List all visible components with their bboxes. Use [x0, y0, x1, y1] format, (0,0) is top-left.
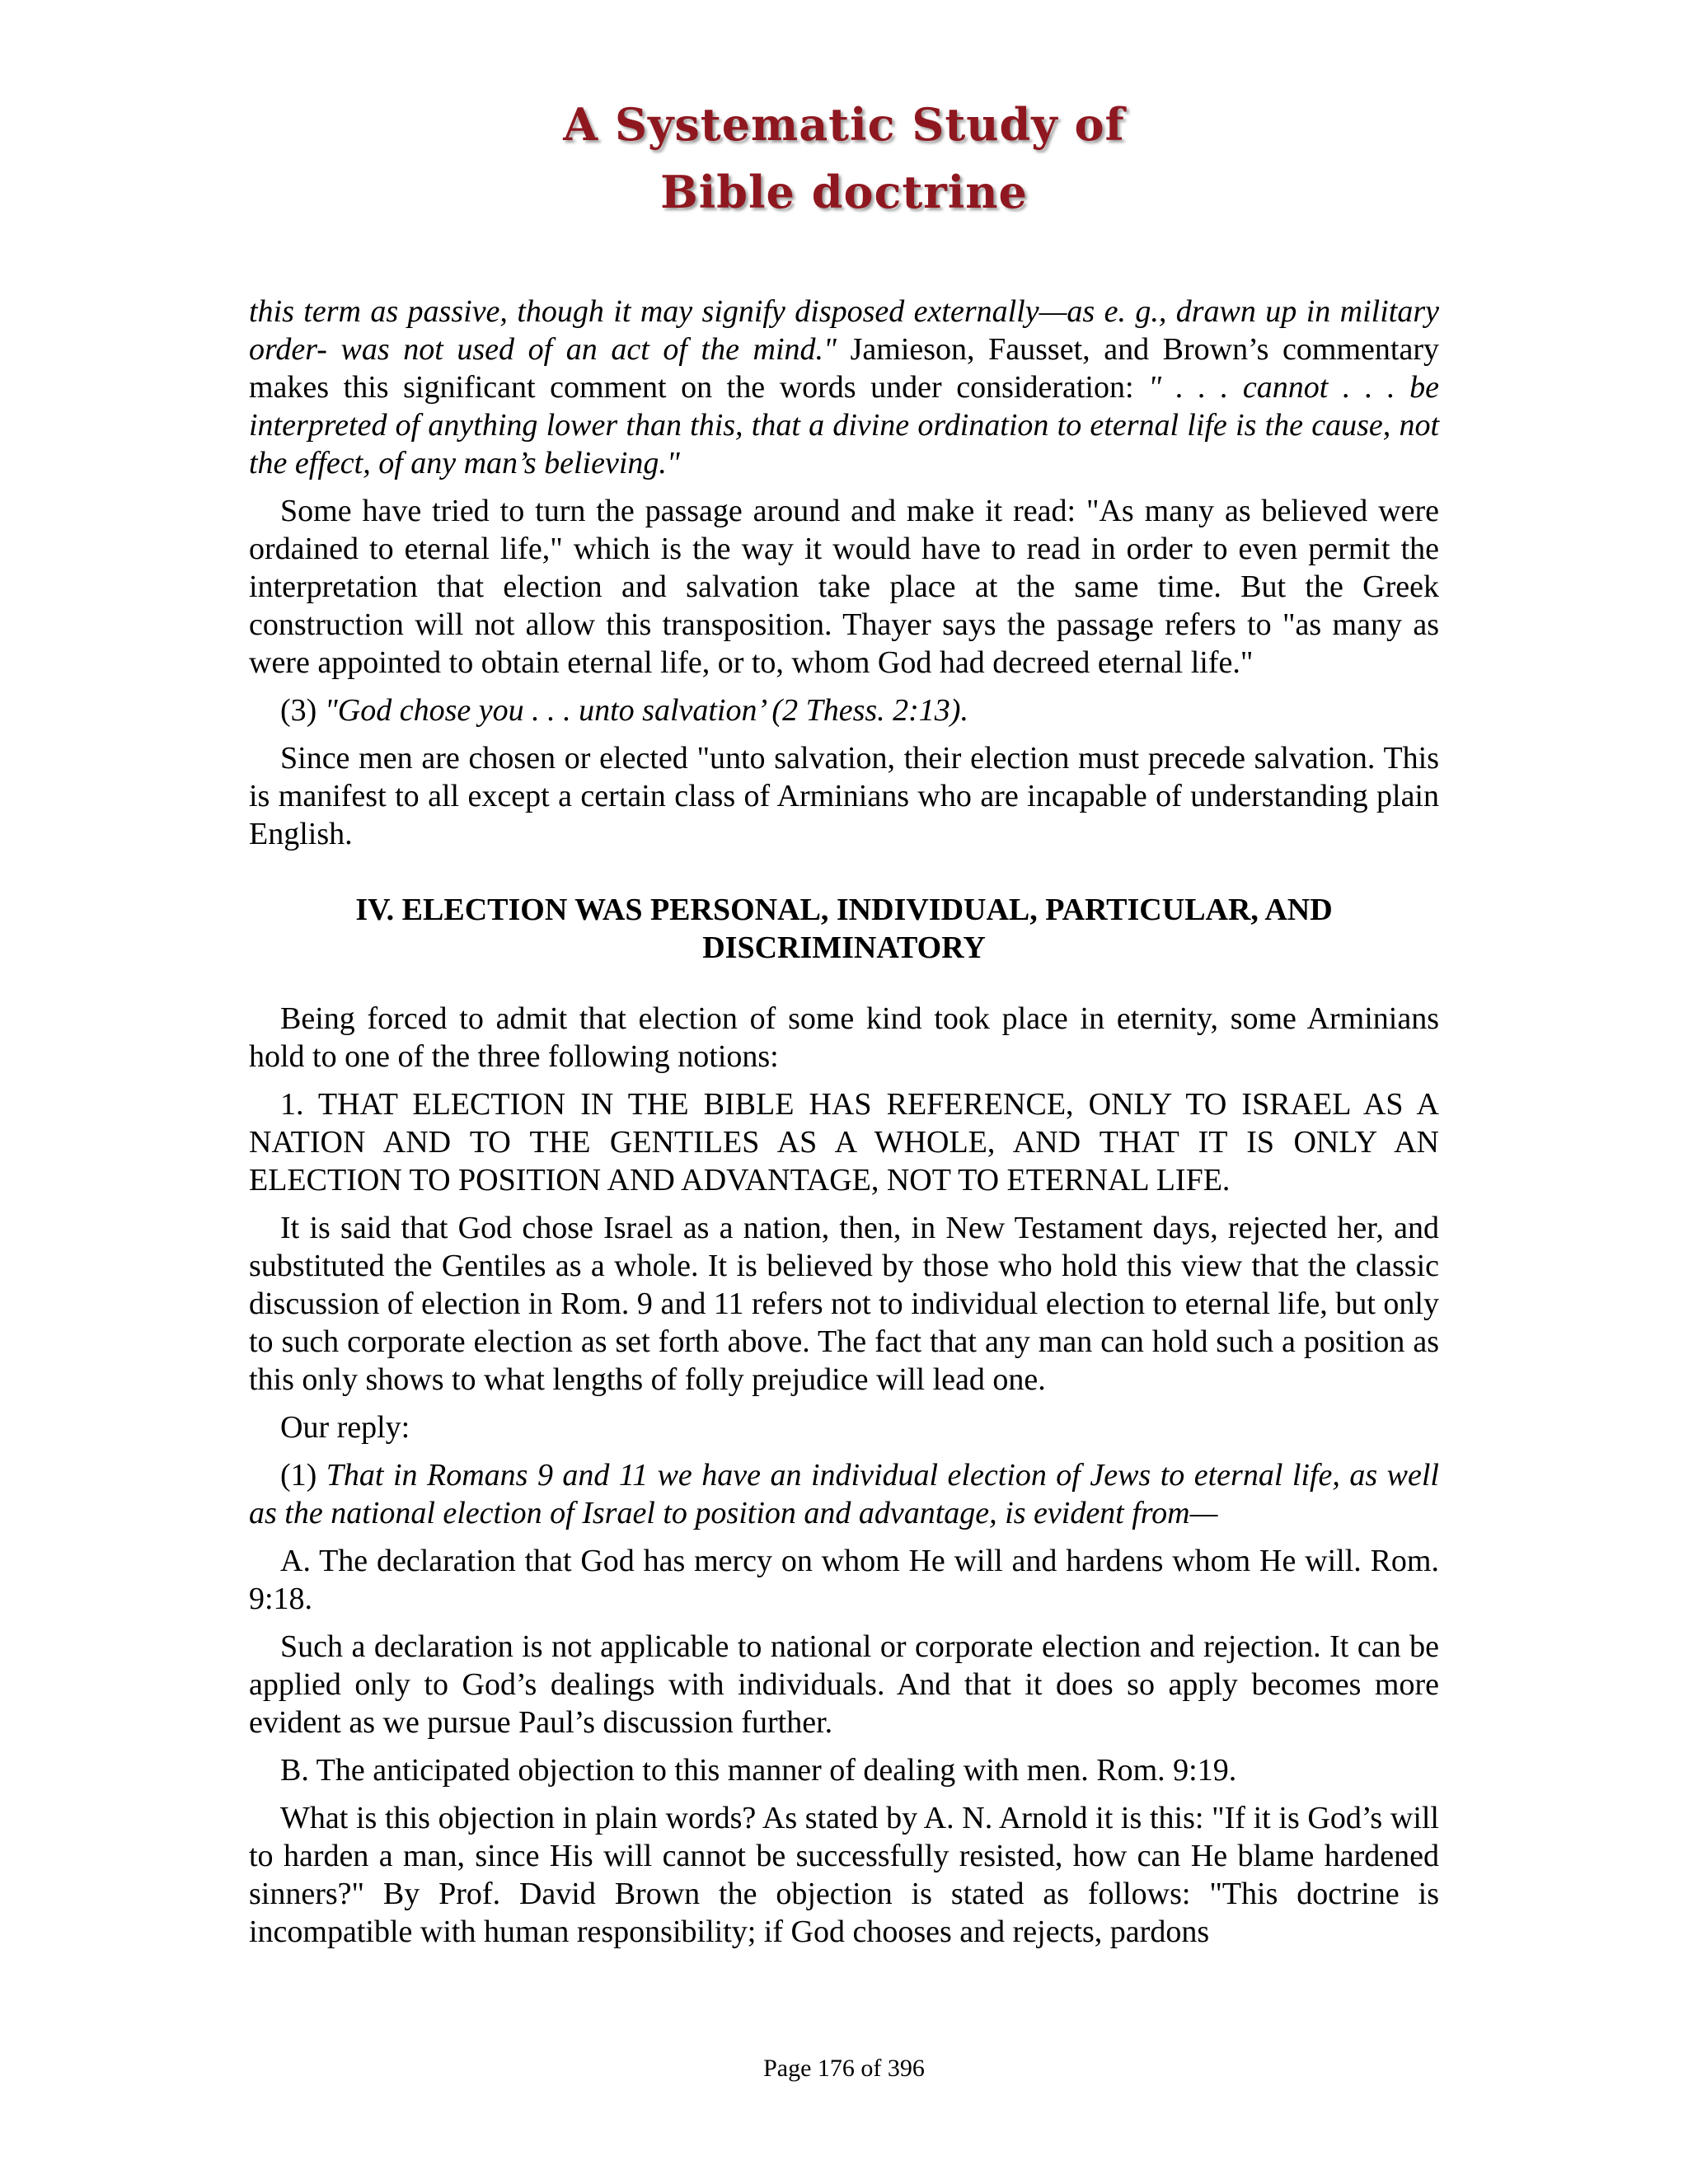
paragraph [249, 492, 1439, 682]
paragraph [249, 1542, 1439, 1618]
italic-quote: this term as passive, though it may signify disposed externally—as e. g., drawn up in military order- was not used of an act of the mind." [249, 294, 1439, 367]
page-footer [0, 2054, 1688, 2083]
paragraph-text: Jamieson, Fausset, and Brown’s commentary makes this significant comment on the words under consideration: [249, 332, 1439, 405]
paragraph-text: Our reply: [280, 1410, 410, 1445]
paragraph-text: It is said that God chose Israel as a nation, then, in New Testament days, rejected her, and substituted the Gentiles as a whole. It is believed by those who hold this view that the classic discussion of election in Rom. 9 and 11 refers not to individual election to eternal life, but only to such corporate election as set forth above. The fact that any man can hold such a position as this only shows to what lengths of folly prejudice will lead one. [249, 1211, 1439, 1397]
paragraph [249, 739, 1439, 853]
paragraph-text: 1. THAT ELECTION IN THE BIBLE HAS REFERENCE, ONLY TO ISRAEL AS A NATION AND TO THE GENTILES AS A WHOLE, AND THAT IT IS ONLY AN ELECTION TO POSITION AND ADVANTAGE, NOT TO ETERNAL LIFE. [249, 1087, 1439, 1197]
book-title-logo [563, 91, 1124, 226]
paragraph [249, 691, 1439, 729]
italic-quote: "God chose you . . . unto salvation’ (2 Thess. 2:13). [324, 693, 968, 728]
section-heading-line-1: IV. ELECTION WAS PERSONAL, INDIVIDUAL, PARTICULAR, AND [355, 893, 1333, 927]
paragraph [249, 1456, 1439, 1532]
page-body [249, 293, 1439, 1961]
page-header [0, 91, 1688, 226]
paragraph-text: B. The anticipated objection to this manner of dealing with men. Rom. 9:19. [280, 1753, 1237, 1788]
paragraph [249, 1751, 1439, 1789]
section-heading [249, 891, 1439, 967]
paragraph [249, 293, 1439, 482]
italic-quote: That in Romans 9 and 11 we have an individual election of Jews to eternal life, as well as the national election of Israel to position and advantage, is evident from— [249, 1458, 1439, 1530]
paragraph [249, 1628, 1439, 1741]
paragraph [249, 1408, 1439, 1446]
paragraph [249, 1000, 1439, 1076]
page-number: Page 176 of 396 [763, 2055, 925, 2082]
logo-line-2: Bible doctrine [660, 166, 1028, 218]
paragraph [249, 1799, 1439, 1951]
paragraph-text: Being forced to admit that election of some kind took place in eternity, some Arminians hold to one of the three following notions: [249, 1001, 1439, 1074]
paragraph-text: A. The declaration that God has mercy on whom He will and hardens whom He will. Rom. 9:18. [249, 1544, 1439, 1616]
paragraph [249, 1209, 1439, 1399]
paragraph-text: Such a declaration is not applicable to national or corporate election and rejection. It can be applied only to God’s dealings with individuals. And that it does so apply becomes more evident as we pursue Paul’s discussion further. [249, 1629, 1439, 1740]
paragraph-number: (1) [280, 1458, 326, 1493]
italic-quote: " . . . cannot . . . be interpreted of anything lower than this, that a divine ordination to eternal life is the cause, not the effect, of any man’s believing." [249, 370, 1439, 480]
logo-line-1: A Systematic Study of [563, 98, 1125, 151]
paragraph-text: Some have tried to turn the passage around and make it read: "As many as believed were ordained to eternal life," which is the way it would have to read in order to even permit the interpretation that election and salvation take place at the same time. But the Greek construction will not allow this transposition. Thayer says the passage refers to "as many as were appointed to obtain eternal life, or to, whom God had decreed eternal life." [249, 494, 1439, 680]
section-heading-line-2: DISCRIMINATORY [702, 930, 986, 965]
paragraph [249, 1085, 1439, 1199]
paragraph-number: (3) [280, 693, 325, 728]
paragraph-text: Since men are chosen or elected "unto salvation, their election must precede salvation. This is manifest to all except a certain class of Arminians who are incapable of understanding plain English. [249, 741, 1439, 851]
paragraph-text: What is this objection in plain words? As stated by A. N. Arnold it is this: "If it is God’s will to harden a man, since His will cannot be successfully resisted, how can He blame hardened sinners?" By Prof. David Brown the objection is stated as follows: "This doctrine is incompatible with human responsibility; if God chooses and rejects, pardons [249, 1801, 1439, 1949]
